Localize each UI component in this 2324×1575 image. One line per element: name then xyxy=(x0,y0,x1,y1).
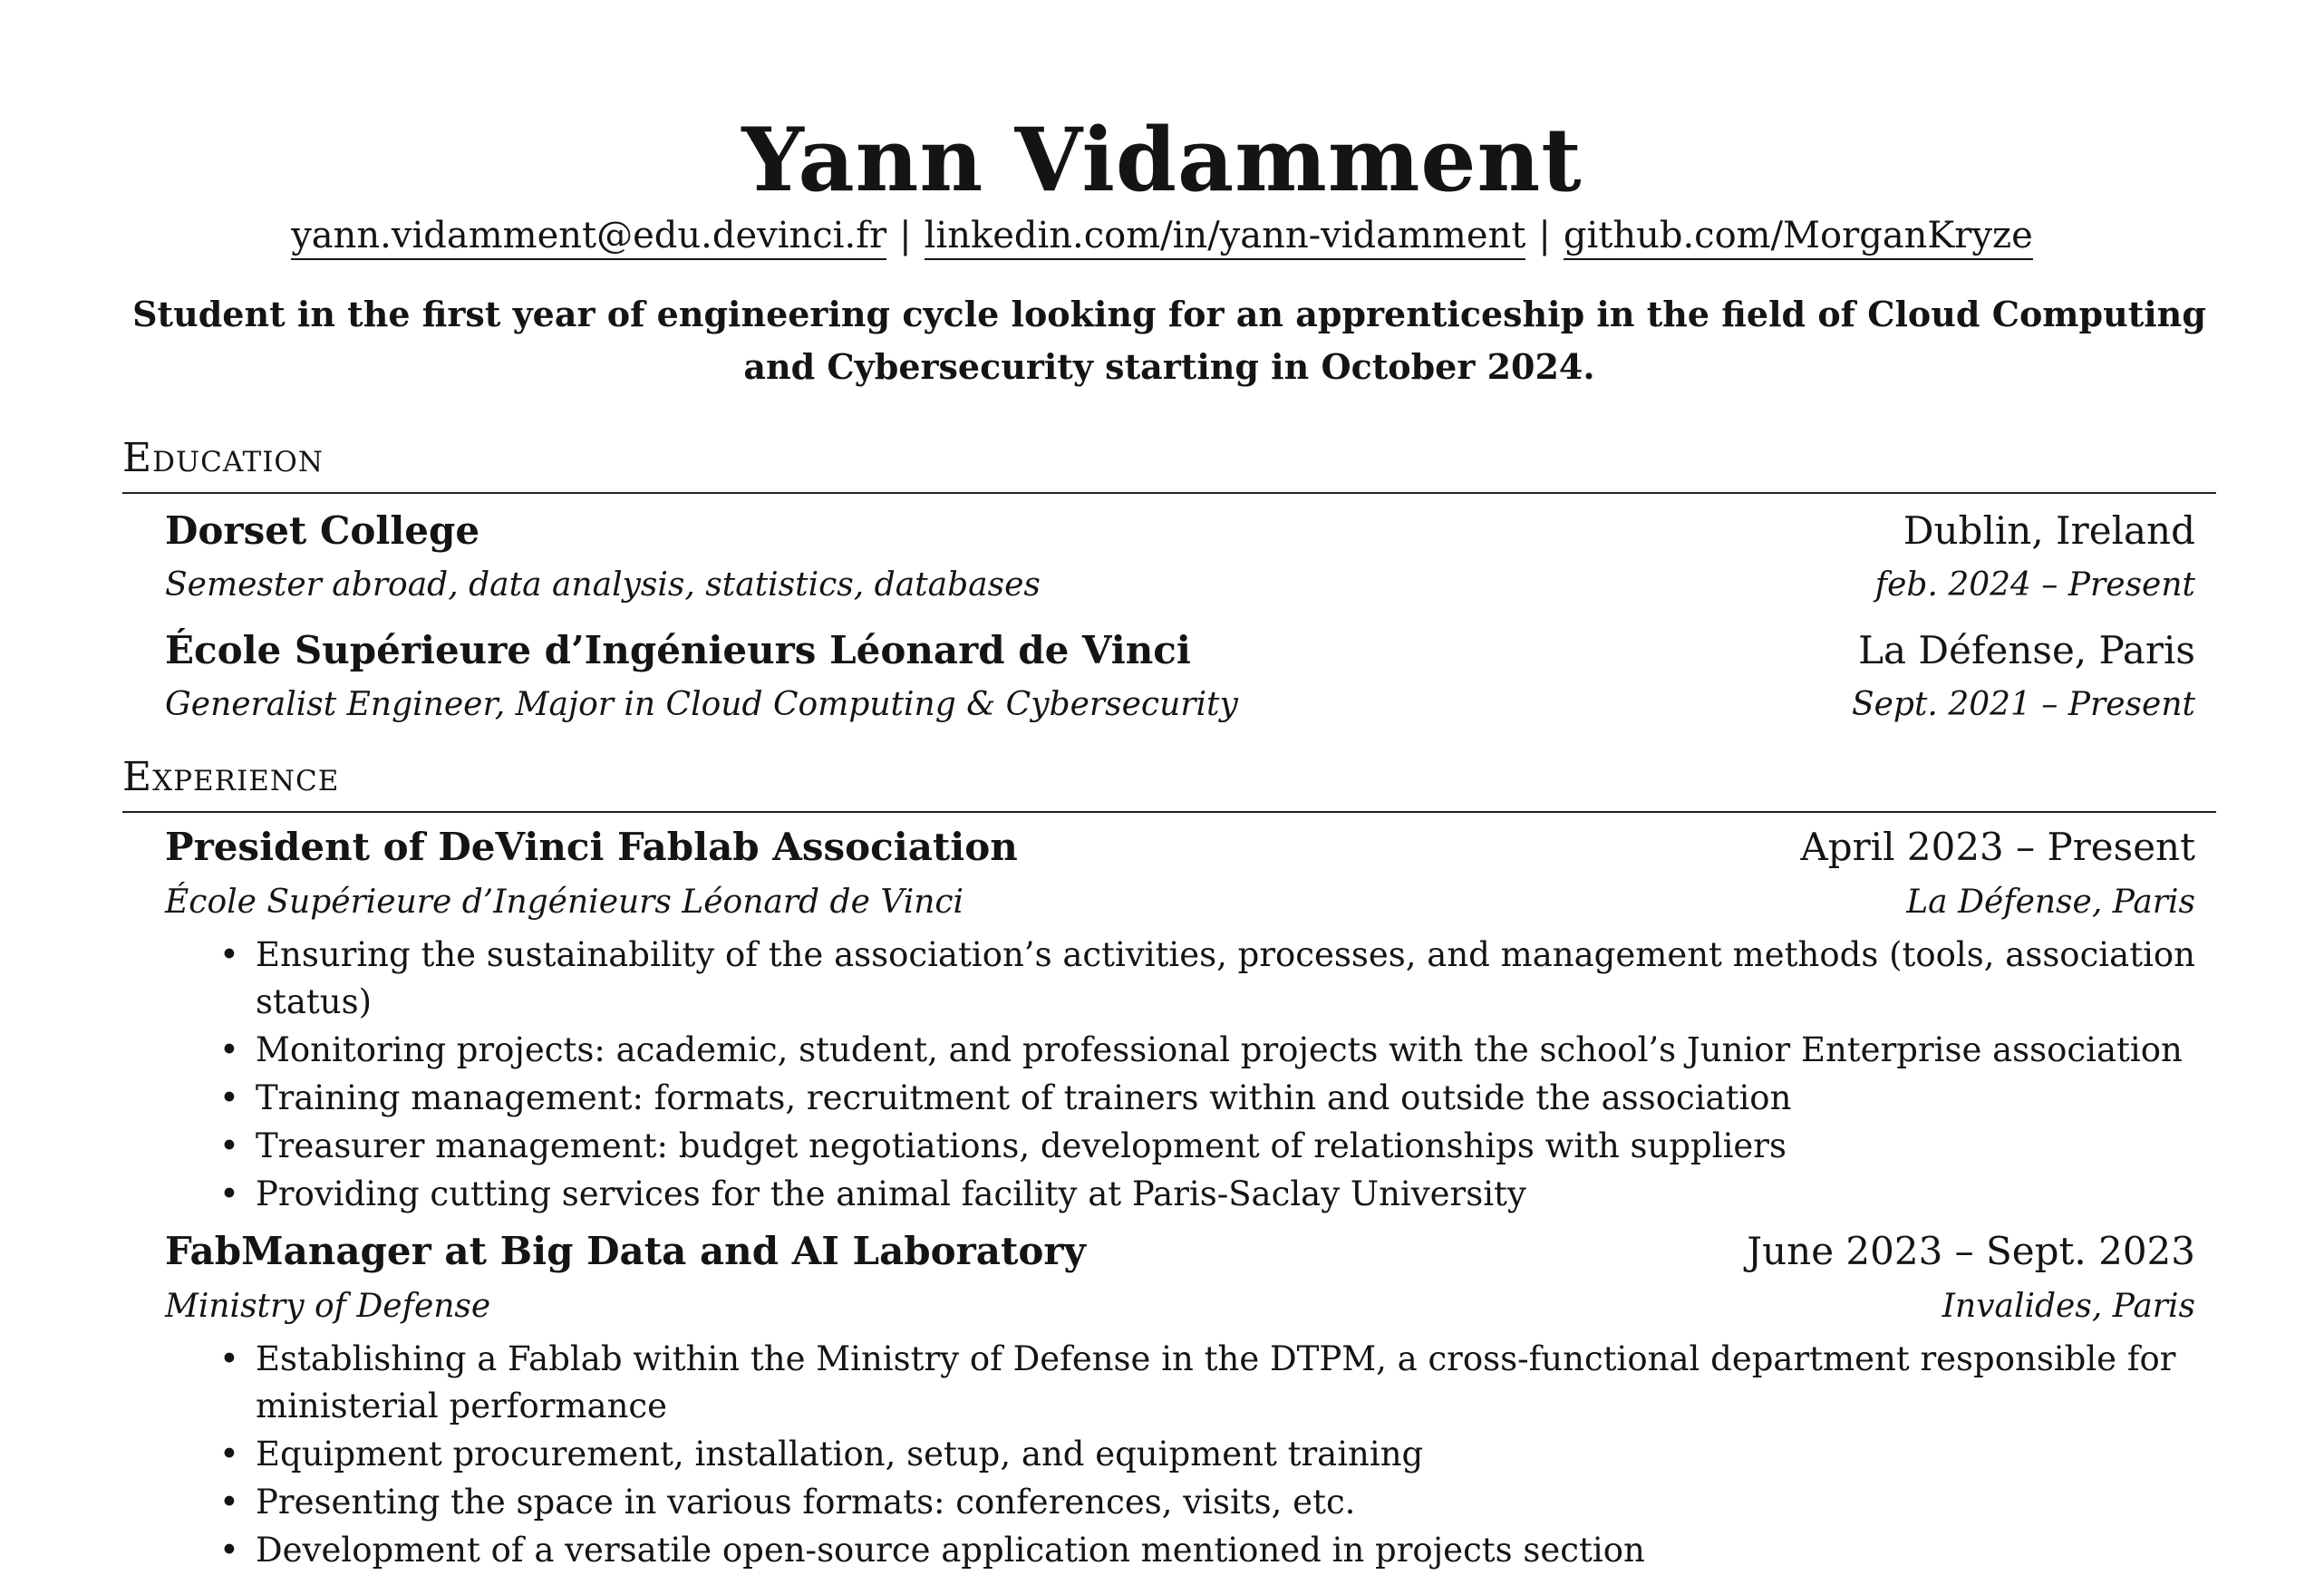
section-divider xyxy=(122,811,2216,813)
email-link[interactable]: yann.vidamment@edu.devinci.fr xyxy=(291,215,886,260)
contact-separator: | xyxy=(899,215,912,256)
job-location: La Défense, Paris xyxy=(1906,884,2195,921)
degree-description: Generalist Engineer, Major in Cloud Computing & Cybersecurity xyxy=(165,686,1238,723)
school-location: La Défense, Paris xyxy=(1858,628,2195,672)
school-name: Dorset College xyxy=(165,508,480,553)
github-link[interactable]: github.com/MorganKryze xyxy=(1564,215,2033,260)
linkedin-link[interactable]: linkedin.com/in/yann-vidamment xyxy=(925,215,1526,260)
candidate-name: Yann Vidamment xyxy=(741,109,1583,211)
responsibility-item: • Treasurer management: budget negotiations, development of relationships with suppliers xyxy=(256,1123,2259,1170)
degree-description: Semester abroad, data analysis, statistics, databases xyxy=(165,566,1041,604)
organization-name: École Supérieure d’Ingénieurs Léonard de Vinci xyxy=(165,884,964,921)
responsibility-list xyxy=(216,1336,2259,1575)
section-divider xyxy=(122,492,2216,494)
responsibility-list xyxy=(216,932,2259,1219)
responsibility-item: • Equipment procurement, installation, setup, and equipment training xyxy=(256,1431,2259,1478)
education-entry-header xyxy=(165,624,2195,677)
responsibility-item: • Development of a versatile open-source application mentioned in projects section xyxy=(256,1527,2259,1574)
section-title-experience: Experience xyxy=(122,754,340,800)
job-location: Invalides, Paris xyxy=(1942,1288,2195,1325)
contact-separator: | xyxy=(1538,215,1551,256)
objective-statement: Student in the first year of engineering cycle looking for an apprenticeship in the field of Cloud Computing and Cybersecurity starting in October 2024. xyxy=(132,294,2206,387)
experience-entry-details xyxy=(165,879,2195,926)
experience-entry-details xyxy=(165,1283,2195,1330)
education-dates: feb. 2024 – Present xyxy=(1874,566,2195,604)
experience-entry-header xyxy=(165,821,2195,874)
school-location: Dublin, Ireland xyxy=(1903,508,2195,553)
section-title-education: Education xyxy=(122,435,324,481)
job-title: FabManager at Big Data and AI Laboratory xyxy=(165,1229,1086,1273)
experience-entry-header xyxy=(165,1225,2195,1278)
responsibility-item: • Providing cutting services for the animal facility at Paris-Saclay University xyxy=(256,1171,2259,1218)
education-entry-details xyxy=(165,562,2195,609)
education-entry-header xyxy=(165,505,2195,557)
education-entry-details xyxy=(165,681,2195,729)
job-title: President of DeVinci Fablab Association xyxy=(165,825,1018,869)
responsibility-item: • Monitoring projects: academic, student, and professional projects with the school’s Junior Enterprise association xyxy=(256,1027,2259,1074)
organization-name: Ministry of Defense xyxy=(165,1288,491,1325)
job-dates: June 2023 – Sept. 2023 xyxy=(1747,1229,2195,1273)
responsibility-item: • Ensuring the sustainability of the association’s activities, processes, and management methods (tools, association status) xyxy=(256,932,2259,1026)
school-name: École Supérieure d’Ingénieurs Léonard de Vinci xyxy=(165,628,1191,672)
responsibility-item: • Presenting the space in various formats: conferences, visits, etc. xyxy=(256,1479,2259,1526)
responsibility-item: • Establishing a Fablab within the Ministry of Defense in the DTPM, a cross-functional department responsible for ministerial performance xyxy=(256,1336,2259,1430)
education-dates: Sept. 2021 – Present xyxy=(1851,686,2195,723)
contact-line xyxy=(0,210,2324,261)
responsibility-item: • Training management: formats, recruitment of trainers within and outside the association xyxy=(256,1075,2259,1122)
job-dates: April 2023 – Present xyxy=(1800,825,2195,869)
